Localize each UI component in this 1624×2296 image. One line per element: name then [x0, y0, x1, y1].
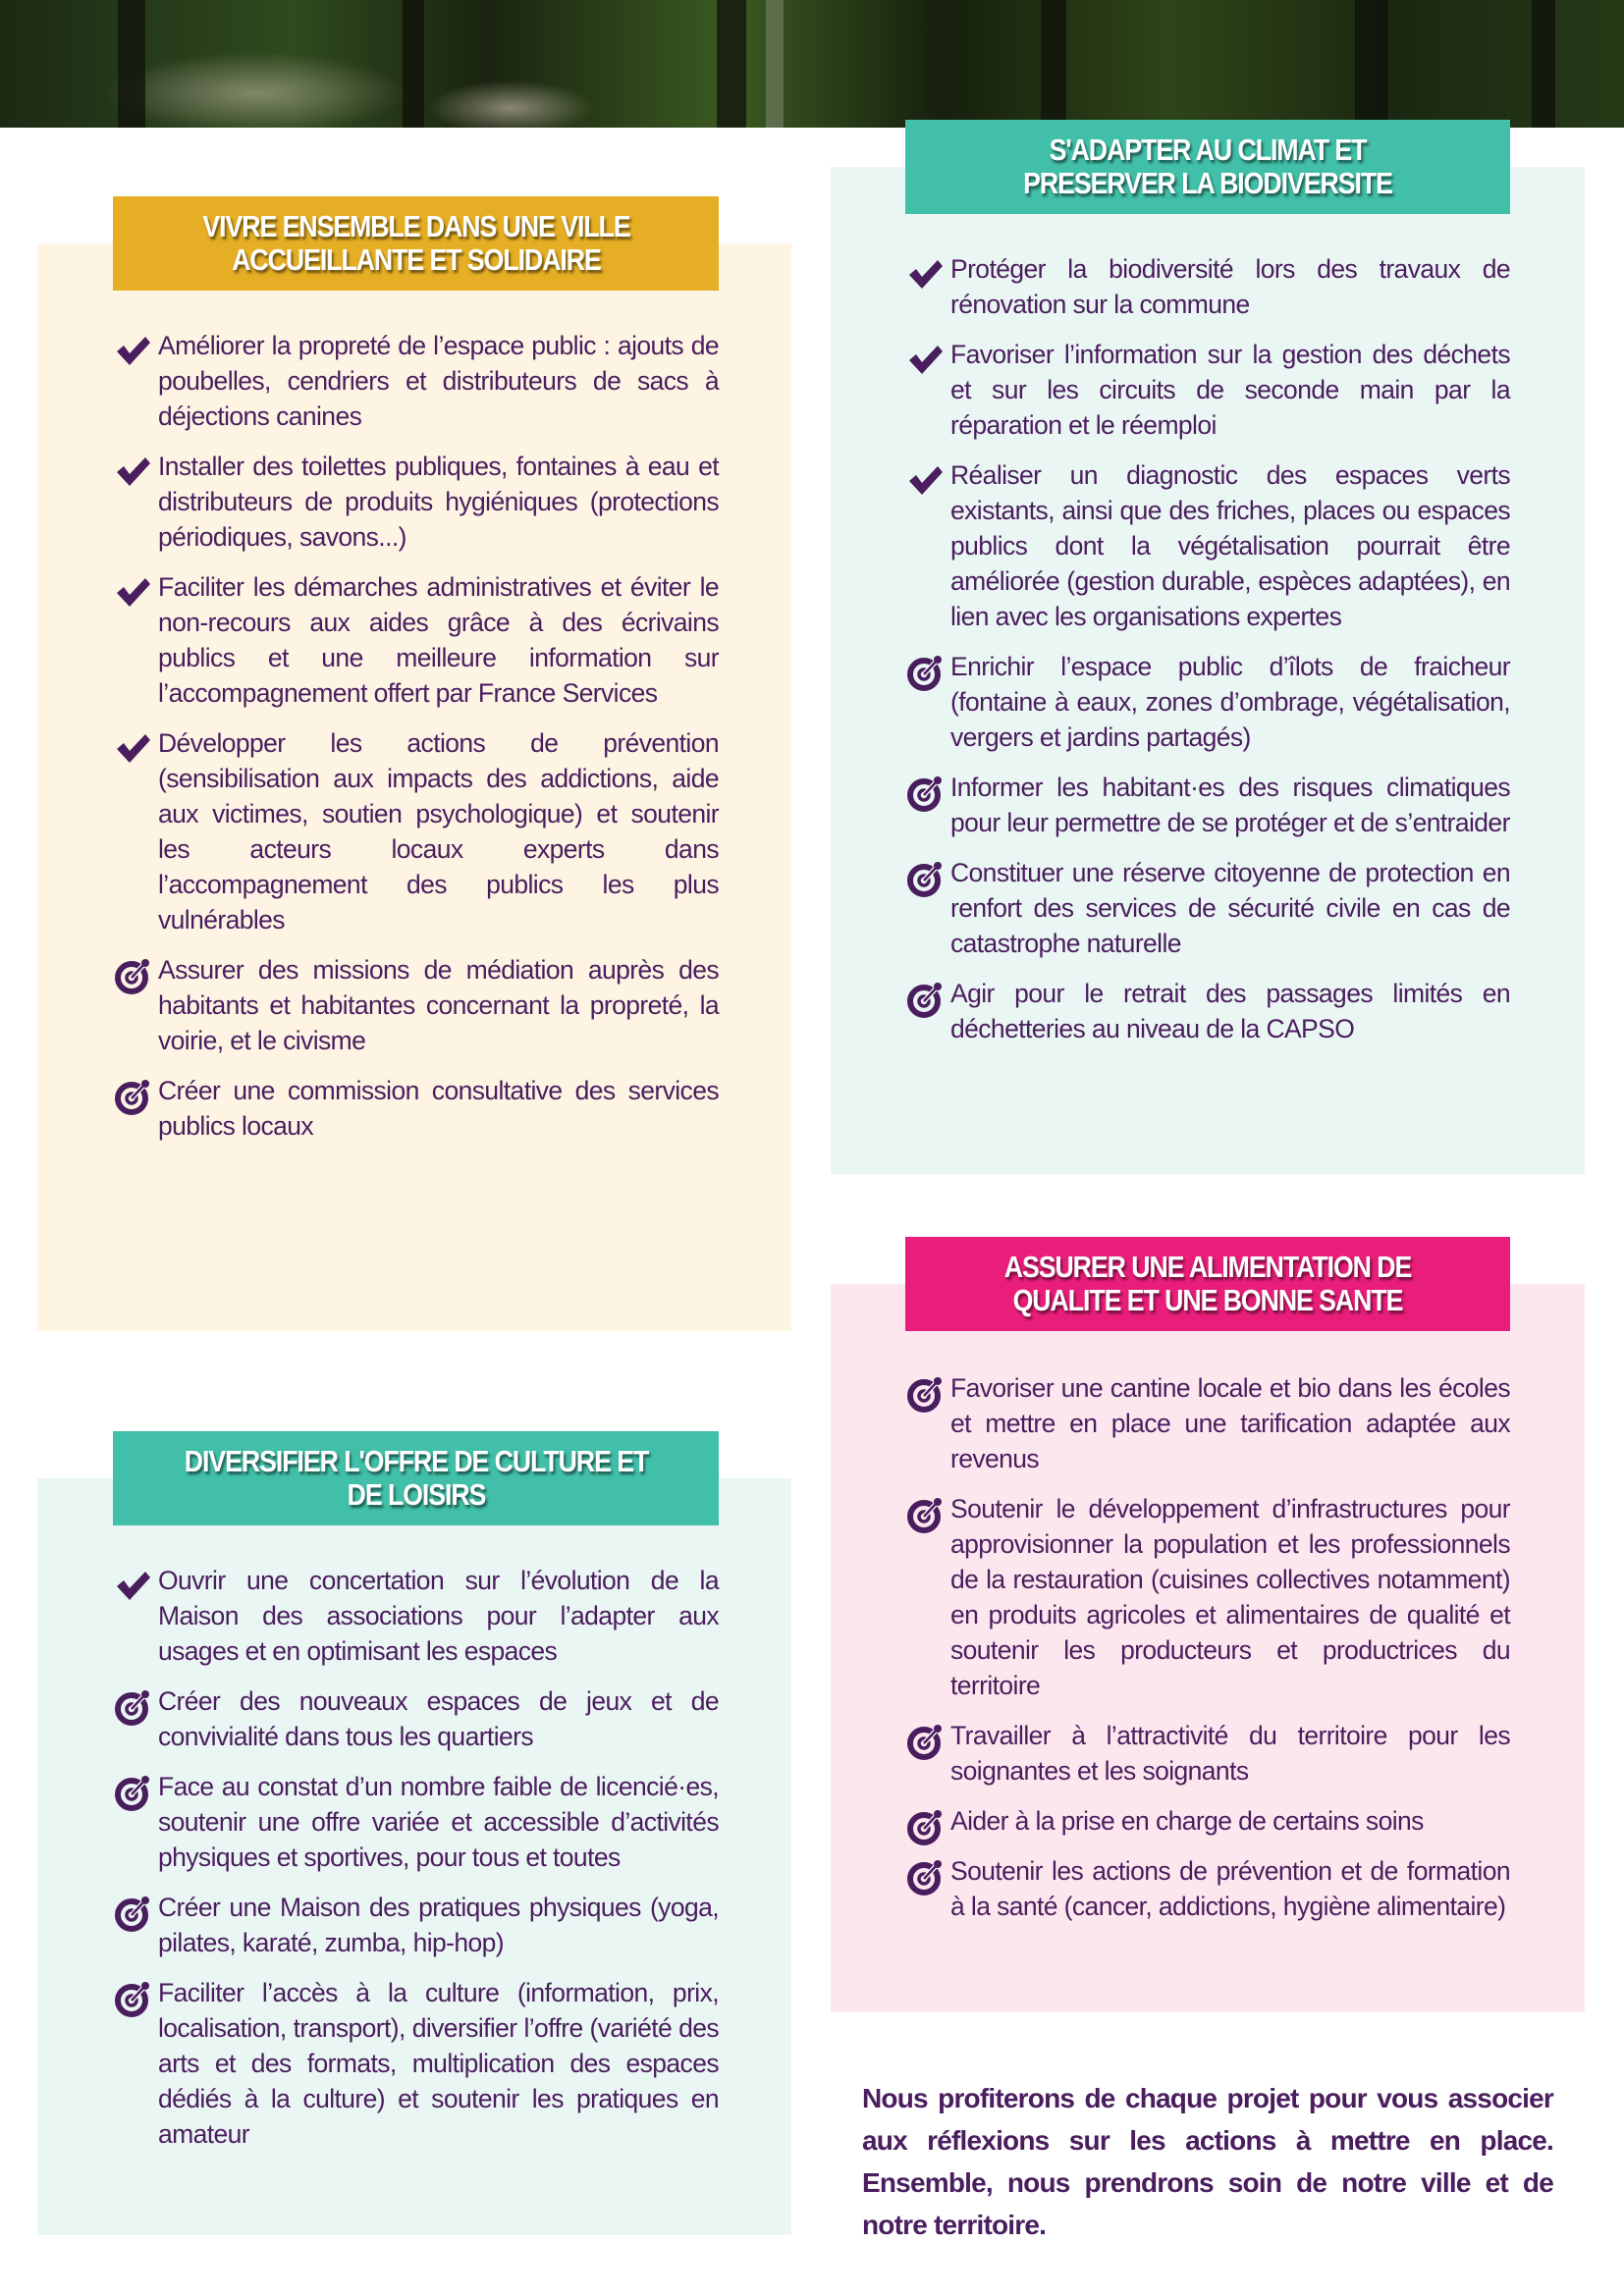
item-text: Ouvrir une concertation sur l’évolution de la Maison des associations pour l’adapter aux usages et en optimisant les espaces — [158, 1566, 719, 1666]
item-text: Informer les habitant·es des risques climatiques pour leur permettre de se protéger et de s’entraider — [950, 773, 1510, 837]
list-item — [113, 1769, 719, 1875]
target-icon — [905, 774, 945, 813]
item-text: Constituer une réserve citoyenne de protection en renfort des services de sécurité civile en cas de catastrophe naturelle — [950, 858, 1510, 958]
tree-trunk — [1532, 0, 1555, 128]
target-icon — [113, 1894, 152, 1933]
list-item — [905, 251, 1510, 322]
list-item — [113, 569, 719, 711]
item-text: Agir pour le retrait des passages limités en déchetteries au niveau de la CAPSO — [950, 979, 1510, 1043]
item-text: Face au constat d’un nombre faible de licencié·es, soutenir une offre variée et accessible d’activités physiques et sportives, pour tous et toutes — [158, 1772, 719, 1872]
section-alimentation-sante — [831, 1237, 1585, 2012]
target-icon — [905, 1495, 945, 1534]
checkmark-icon — [905, 341, 945, 380]
action-list — [905, 251, 1510, 1061]
list-item — [113, 1890, 719, 1960]
item-text: Enrichir l’espace public d’îlots de fraicheur (fontaine à eaux, zones d’ombrage, végétalisation, vergers et jardins partagés) — [950, 652, 1510, 752]
target-icon — [113, 1687, 152, 1727]
action-list — [905, 1370, 1510, 1939]
section-title-text: ASSURER UNE ALIMENTATION DE QUALITE ET UNE BONNE SANTE — [1003, 1250, 1412, 1317]
item-text: Développer les actions de prévention (sensibilisation aux impacts des addictions, aide aux victimes, soutien psychologique) et soutenir les acteurs locaux experts dans l’accompagnement des publics les plus vulnérables — [158, 728, 719, 934]
section-title — [905, 120, 1510, 214]
list-item — [905, 1803, 1510, 1839]
closing-statement: Nous profiterons de chaque projet pour vous associer aux réflexions sur les actions à mettre en place. Ensemble, nous prendrons soin de notre ville et de notre territoire. — [862, 2083, 1553, 2240]
list-item — [113, 952, 719, 1058]
target-icon — [113, 1077, 152, 1116]
item-text: Créer une Maison des pratiques physiques (yoga, pilates, karaté, zumba, hip-hop) — [158, 1893, 719, 1957]
tree-trunk — [1355, 0, 1388, 128]
item-text: Créer une commission consultative des services publics locaux — [158, 1076, 719, 1141]
item-text: Soutenir les actions de prévention et de formation à la santé (cancer, addictions, hygiène alimentaire) — [950, 1856, 1510, 1921]
item-text: Favoriser l’information sur la gestion des déchets et sur les circuits de seconde main par la réparation et le réemploi — [950, 340, 1510, 440]
item-text: Faciliter l’accès à la culture (information, prix, localisation, transport), diversifier l’offre (variété des arts et des formats, multiplication des espaces dédiés à la culture) et soutenir les pratiques en amateur — [158, 1978, 719, 2149]
checkmark-icon — [905, 461, 945, 501]
checkmark-icon — [113, 453, 152, 492]
list-item — [113, 1683, 719, 1754]
target-icon — [113, 1979, 152, 2018]
item-text: Réaliser un diagnostic des espaces verts existants, ainsi que des friches, places ou espaces publics dont la végétalisation pourrait être améliorée (gestion durable, espèces adaptées), en lien avec les organisations expertes — [950, 460, 1510, 631]
target-icon — [905, 980, 945, 1019]
tree-trunk — [766, 0, 784, 128]
target-icon — [905, 1374, 945, 1414]
checkmark-icon — [113, 1567, 152, 1606]
list-item — [905, 1491, 1510, 1703]
section-vivre-ensemble — [37, 196, 791, 1331]
target-icon — [905, 859, 945, 898]
item-text: Aider à la prise en charge de certains soins — [950, 1806, 1424, 1836]
list-item — [905, 976, 1510, 1046]
section-title-text: S'ADAPTER AU CLIMAT ET PRESERVER LA BIODIVERSITE — [1023, 133, 1392, 200]
list-item — [905, 1853, 1510, 1924]
target-icon — [113, 1773, 152, 1812]
action-list — [113, 1563, 719, 2166]
item-text: Favoriser une cantine locale et bio dans les écoles et mettre en place une tarification adaptée aux revenus — [950, 1373, 1510, 1473]
list-item — [905, 1718, 1510, 1789]
tree-trunk — [1041, 0, 1066, 128]
item-text: Faciliter les démarches administratives et éviter le non-recours aux aides grâce à des écrivains publics et une meilleure information sur l’accompagnement offert par France Services — [158, 572, 719, 708]
item-text: Protéger la biodiversité lors des travaux de rénovation sur la commune — [950, 254, 1510, 319]
list-item — [113, 328, 719, 434]
target-icon — [905, 1857, 945, 1896]
item-text: Travailler à l’attractivité du territoire pour les soignantes et les soignants — [950, 1721, 1510, 1786]
list-item — [113, 1073, 719, 1144]
list-item — [113, 449, 719, 555]
item-text: Installer des toilettes publiques, fontaines à eau et distributeurs de produits hygiéniques (protections périodiques, savons...) — [158, 452, 719, 552]
list-item — [113, 725, 719, 937]
list-item — [113, 1975, 719, 2152]
section-title-text: DIVERSIFIER L'OFFRE DE CULTURE ET DE LOISIRS — [184, 1444, 648, 1512]
section-title — [905, 1237, 1510, 1331]
checkmark-icon — [113, 332, 152, 371]
target-icon — [905, 653, 945, 692]
tree-trunk — [403, 0, 424, 128]
section-title — [113, 196, 719, 291]
list-item — [905, 855, 1510, 961]
item-text: Assurer des missions de médiation auprès des habitants et habitantes concernant la propreté, la voirie, et le civisme — [158, 955, 719, 1055]
target-icon — [113, 956, 152, 995]
target-icon — [905, 1722, 945, 1761]
target-icon — [905, 1807, 945, 1846]
list-item — [905, 649, 1510, 755]
checkmark-icon — [113, 573, 152, 613]
tree-trunk — [717, 0, 746, 128]
action-list — [113, 328, 719, 1158]
section-climat-biodiversite — [831, 120, 1585, 1174]
item-text: Améliorer la propreté de l’espace public : ajouts de poubelles, cendriers et distributeurs de sacs à déjections canines — [158, 331, 719, 431]
item-text: Créer des nouveaux espaces de jeux et de convivialité dans tous les quartiers — [158, 1686, 719, 1751]
section-title-text: VIVRE ENSEMBLE DANS UNE VILLE ACCUEILLANTE ET SOLIDAIRE — [201, 209, 630, 277]
forest-photo-banner — [0, 0, 1624, 128]
tree-trunk — [118, 0, 145, 128]
list-item — [113, 1563, 719, 1669]
list-item — [905, 1370, 1510, 1476]
list-item — [905, 457, 1510, 634]
list-item — [905, 337, 1510, 443]
section-title — [113, 1431, 719, 1525]
list-item — [905, 770, 1510, 840]
item-text: Soutenir le développement d’infrastructures pour approvisionner la population et les professionnels de la restauration (cuisines collectives notamment) en produits agricoles et alimentaires de qualité et soutenir les producteurs et productrices du territoire — [950, 1494, 1510, 1700]
checkmark-icon — [905, 255, 945, 294]
section-culture-loisirs — [37, 1431, 791, 2235]
checkmark-icon — [113, 729, 152, 769]
